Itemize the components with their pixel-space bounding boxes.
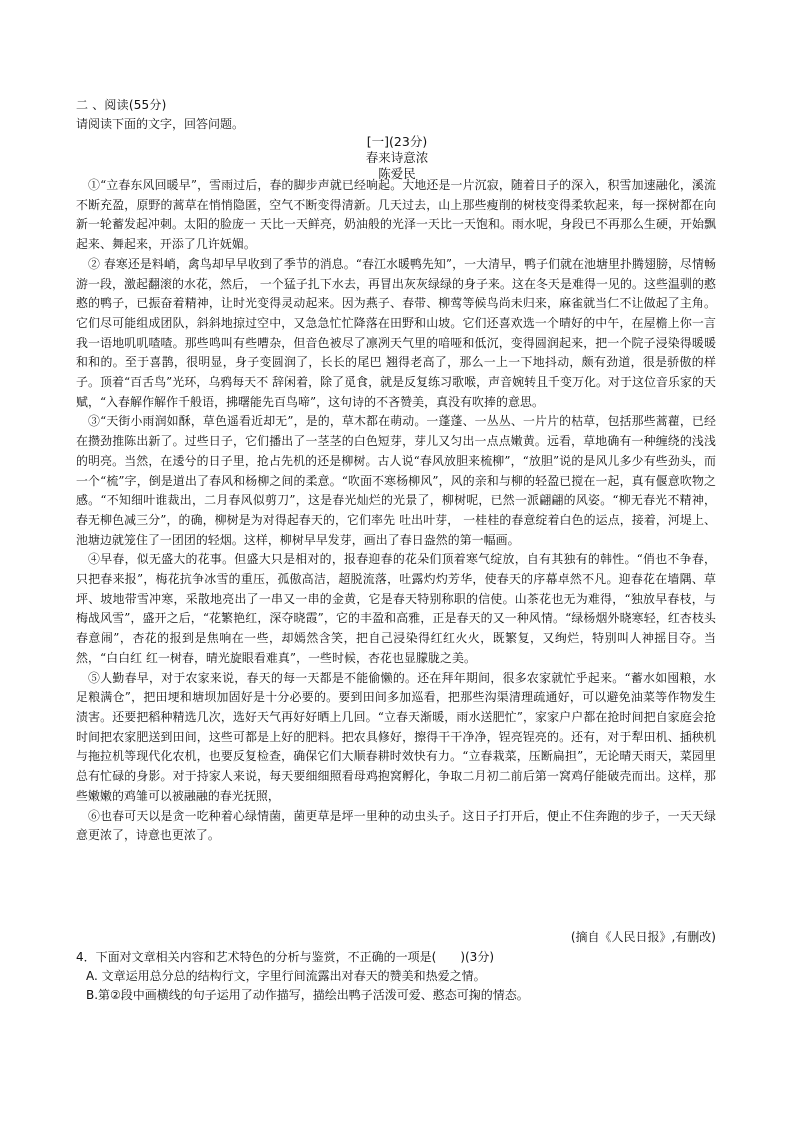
article-title: 春来诗意浓	[365, 150, 429, 165]
reading-instruction: 请阅读下面的文字，回答问题。	[76, 117, 245, 131]
paragraph-4: ④早春，似无盛大的花事。但盛大只是相对的，报春迎春的花朵们顶着寒气绽放，自有其独有的韩性。“俏也不争春，只把春来报”，梅花抗争冰雪的重压，孤傲高洁，超脱流落，吐露灼灼芳华，使春天的序幕卓然不凡。迎春花在墙隅、草坪、坡地带雪冲寒，采散地亮出了一串又一串的金黄，它是春天特别称职的信使。山茶花也无为难得，“独放早春枝，与梅战风雪”，盛开之后，“花繁艳红，深夺晓霞”，它的丰盈和高雅，正是春天的又一种风情。“绿杨烟外晓寒轻，红杏枝头春意闹”，杏花的报到是焦响在一些，却嫣然含笑，把自己浸染得红红火火，既繁复，又绚烂，特别叫人神摇目夺。当然，“白白红 红一树春，晴光旋眼看难真”，一些时候，杏花也显朦胧之美。	[76, 552, 716, 665]
option-b: B.第②段中画横线的句子运用了动作描写，描绘出鸭子活泼可爱、憨态可掬的情态。	[86, 988, 529, 1002]
section-heading: 二 、阅读(55分)	[76, 98, 167, 112]
option-a: A. 文章运用总分总的结构行文，字里行间流露出对春天的赞美和热爱之情。	[86, 969, 486, 983]
paragraph-3: ③“天街小雨润如酥，草色遥看近却无”，是的，草木都在萌动。一蓬蓬、一丛丛、一片片的枯草，包括那些蒿藋，已经在攒劲推陈出新了。过些日子，它们播出了一茎茎的白色短芽，芽儿又匀出一点点嫩黄。远看，草地确有一种缠绕的浅浅的明亮。当然，在逶兮的日子里，抢占先机的还是柳树。古人说“春风放胆来梳柳”，“放胆”说的是风儿多少有些劲头，而一个“梳”字，倒是道出了春风和杨柳之间的柔意。“吹面不寒杨柳风”，风的亲和与柳的轻盈已搅在一起，真有偃意吹物之感。“不知细叶谁裁出，二月春风似剪刀”，这是春光灿烂的光景了，柳树呢，已然一派翩翩的风姿。“柳无春光不精神，春无柳色减三分”，的确，柳树是为对得起春天的，它们率先 吐出叶芽， 一桂桂的春意绽着白色的运点，接着，河堤上、池塘边就笼住了一团团的轻烟。这样，柳树早早发芽，画出了春日盎然的第一幅画。	[76, 414, 716, 547]
article-source: (摘自《人民日报》,有删改)	[570, 930, 716, 944]
part-label: [一](23分)	[366, 134, 428, 149]
paragraph-6: ⑥也春可天以是贪一吃种着心绿情菌，菌更草是坪一里种的动虫头子。这日子打开后，便止不住奔跑的步子，一天天绿意更浓了，诗意也更浓了。	[76, 808, 716, 843]
paragraph-2: ② 春寒还是料峭，禽鸟却早早收到了季节的消息。“春江水暖鸭先知”，一大清早，鸭子们就在池塘里扑腾翅膀，尽情畅游一段，激起翻滚的水花，然后， 一个猛子扎下水去，再冒出灰灰绿绿的身子来。这在冬天是难得一见的。这些温驯的憨憨的鸭子，已振奋着精神，让时光变得灵动起来。因为燕子、春带、柳莺等候鸟尚未归来，麻雀就当仁不让做起了主角。它们尽可能组成团队，斜斜地掠过空中，又急急忙忙降落在田野和山坡。它们还喜欢选一个晴好的中午，在屋檐上你一言我一语地叽叽喳喳。那些鸣叫有些嘈杂，但音色被尽了凛冽天气里的喑哑和低沉，变得圆润起来，把一个院子浸染得暖暖和和的。至于喜鹊，很明显，身子变圆润了，长长的尾巴 翘得老高了，那么一上一下地抖动，颇有劲道，很是骄傲的样子。顶着“百舌鸟”光环，乌鸦每天不 辞闲着，除了觅食，就是反复练习歌喉，声音婉转且千变万化。对于这位音乐家的天赋，“入春解作解作千般语，拂曙能先百鸟啼”，这句诗的不吝赞美，真没有吹捧的意思。	[76, 256, 716, 409]
question-4	[76, 948, 716, 1005]
question-stem: 4．下面对文章相关内容和艺术特色的分析与鉴赏，不正确的一项是( )(3分)	[76, 950, 494, 964]
article-body	[76, 176, 716, 846]
paragraph-1: ①“立春东风回暖早”，雪雨过后，春的脚步声就已经响起。大地还是一片沉寂，随着日子的深入，积雪加速融化，溪流不断充盈，原野的蒿草在悄悄隐匿，空气不断变得清新。几天过去，山上那些瘦削的树枝变得柔软起来，每一探树都在向新一轮蓄发起冲刺。太阳的脸庞一 天比一天鲜亮，奶油般的光泽一天比一天饱和。雨水呢，身段已不再那么生硬，开始飘起来、舞起来，开添了几许妩媚。	[76, 178, 716, 252]
paragraph-5: ⑤人勤春早，对于农家来说，春天的每一天都是不能偷懒的。还在拜年期间，很多农家就忙乎起来。“蓄水如囤粮，水足粮满仓”，把田埂和塘坝加固好是十分必要的。要到田间多加巡看，把那些沟渠清理疏通好，可以避免油菜等作物发生渍害。还要把稻种精选几次，选好天气再好好晒上几回。“立春天渐暖，雨水送肥忙”，家家户户都在抢时间把自家庭会抢时间把农家肥送到田间，这些可都是上好的肥料。把农具修好，擦得干干净净，锃亮锃亮的。还有，对于犁田机、插秧机与拖拉机等现代化农机，也要反复检查，确保它们大顺春耕时效快有力。“立春栽菜，压断扁担”，无论晴天雨天，菜园里总有忙碌的身影。对于持家人来说，每天要细细照看母鸡抱窝孵化，争取二月初二前后第一窝鸡仔能破壳而出。这样，那些嫩嫩的鸡雏可以被融融的春光抚照，	[76, 670, 716, 803]
article-author: 陈爱民	[378, 166, 416, 181]
